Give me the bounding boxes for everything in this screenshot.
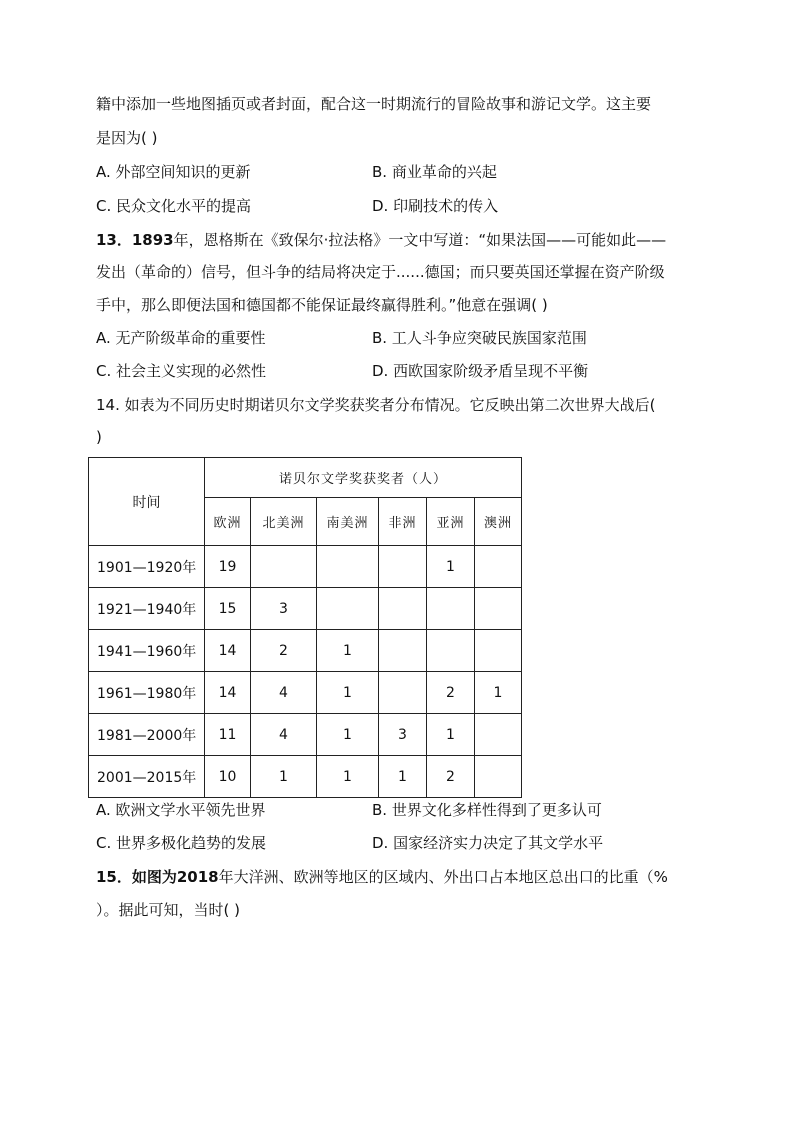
q12-stem-line1: 籍中添加一些地图插页或者封面，配合这一时期流行的冒险故事和游记文学。这主要	[96, 95, 652, 113]
table-cell	[475, 588, 522, 630]
table-cell-period: 1921—1940年	[89, 588, 205, 630]
table-cell	[317, 588, 379, 630]
table-cell	[427, 630, 475, 672]
q12-option-b: B. 商业革命的兴起	[372, 163, 497, 181]
table-cell: 14	[205, 672, 251, 714]
table-cell: 11	[205, 714, 251, 756]
table-row	[89, 546, 522, 588]
table-cell	[317, 546, 379, 588]
q15-stem-line1	[96, 867, 668, 887]
table-cell	[475, 756, 522, 798]
table-cell: 2	[251, 630, 317, 672]
q13-option-c: C. 社会主义实现的必然性	[96, 362, 267, 380]
table-cell-period: 1961—1980年	[89, 672, 205, 714]
table-header-time: 时间	[89, 458, 205, 546]
table-cell	[475, 714, 522, 756]
table-row	[89, 672, 522, 714]
table-cell: 1	[251, 756, 317, 798]
table-cell: 1	[317, 630, 379, 672]
q13-number: 13．1893	[96, 231, 174, 249]
table-row	[89, 630, 522, 672]
table-cell	[379, 588, 427, 630]
q13-option-a: A. 无产阶级革命的重要性	[96, 329, 266, 347]
q12-option-d: D. 印刷技术的传入	[372, 197, 499, 215]
table-cell: 14	[205, 630, 251, 672]
table-row	[89, 756, 522, 798]
table-cell: 2	[427, 756, 475, 798]
table-cell: 1	[427, 546, 475, 588]
table-header-region: 南美洲	[317, 498, 379, 546]
q15-stem-line2: ）。据此可知，当时( )	[96, 901, 240, 919]
table-cell: 1	[379, 756, 427, 798]
table-row	[89, 714, 522, 756]
table-cell: 2	[427, 672, 475, 714]
q14-option-b: B. 世界文化多样性得到了更多认可	[372, 801, 602, 819]
q14-option-d: D. 国家经济实力决定了其文学水平	[372, 834, 604, 852]
table-cell: 3	[251, 588, 317, 630]
q14-option-c: C. 世界多极化趋势的发展	[96, 834, 267, 852]
table-cell-period: 1901—1920年	[89, 546, 205, 588]
table-cell: 3	[379, 714, 427, 756]
table-cell	[427, 588, 475, 630]
q13-stem-line1-text: 年，恩格斯在《致保尔·拉法格》一文中写道：“如果法国——可能如此——	[173, 231, 667, 249]
table-cell: 1	[475, 672, 522, 714]
table-cell	[379, 630, 427, 672]
q13-stem-line2: 发出（革命的）信号，但斗争的结局将决定于......德国；而只要英国还掌握在资产阶级	[96, 263, 665, 281]
table-cell	[379, 672, 427, 714]
table-cell: 1	[317, 714, 379, 756]
q13-stem-line3: 手中，那么即便法国和德国都不能保证最终赢得胜利。”他意在强调( )	[96, 296, 548, 314]
table-cell: 1	[317, 672, 379, 714]
table-header-region: 澳洲	[475, 498, 522, 546]
table-cell-period: 2001—2015年	[89, 756, 205, 798]
table-cell: 15	[205, 588, 251, 630]
nobel-laureates-table	[88, 457, 522, 798]
table-cell: 4	[251, 714, 317, 756]
q12-option-a: A. 外部空间知识的更新	[96, 163, 251, 181]
table-cell-period: 1941—1960年	[89, 630, 205, 672]
q12-option-c: C. 民众文化水平的提高	[96, 197, 252, 215]
table-cell-period: 1981—2000年	[89, 714, 205, 756]
table-header-group: 诺贝尔文学奖获奖者（人）	[205, 458, 522, 498]
table-cell	[475, 630, 522, 672]
q13-stem-line1	[96, 230, 666, 250]
q15-stem-line1-text: 年大洋洲、欧洲等地区的区域内、外出口占本地区总出口的比重（%	[218, 868, 668, 886]
table-cell: 1	[317, 756, 379, 798]
table-cell	[475, 546, 522, 588]
q12-stem-line2: 是因为( )	[96, 129, 158, 147]
q15-number: 15．如图为2018	[96, 868, 219, 886]
q13-option-d: D. 西欧国家阶级矛盾呈现不平衡	[372, 362, 589, 380]
q14-option-a: A. 欧洲文学水平领先世界	[96, 801, 266, 819]
table-header-region: 欧洲	[205, 498, 251, 546]
table-header-region: 非洲	[379, 498, 427, 546]
table-cell: 1	[427, 714, 475, 756]
q14-stem-line1: 14. 如表为不同历史时期诺贝尔文学奖获奖者分布情况。它反映出第二次世界大战后(	[96, 396, 656, 414]
table-row	[89, 588, 522, 630]
table-cell: 19	[205, 546, 251, 588]
table-cell: 4	[251, 672, 317, 714]
table-header-region: 亚洲	[427, 498, 475, 546]
q14-stem-line2: )	[96, 428, 102, 446]
table-cell: 10	[205, 756, 251, 798]
table-header-region: 北美洲	[251, 498, 317, 546]
table-cell	[379, 546, 427, 588]
q13-option-b: B. 工人斗争应突破民族国家范围	[372, 329, 587, 347]
table-cell	[251, 546, 317, 588]
